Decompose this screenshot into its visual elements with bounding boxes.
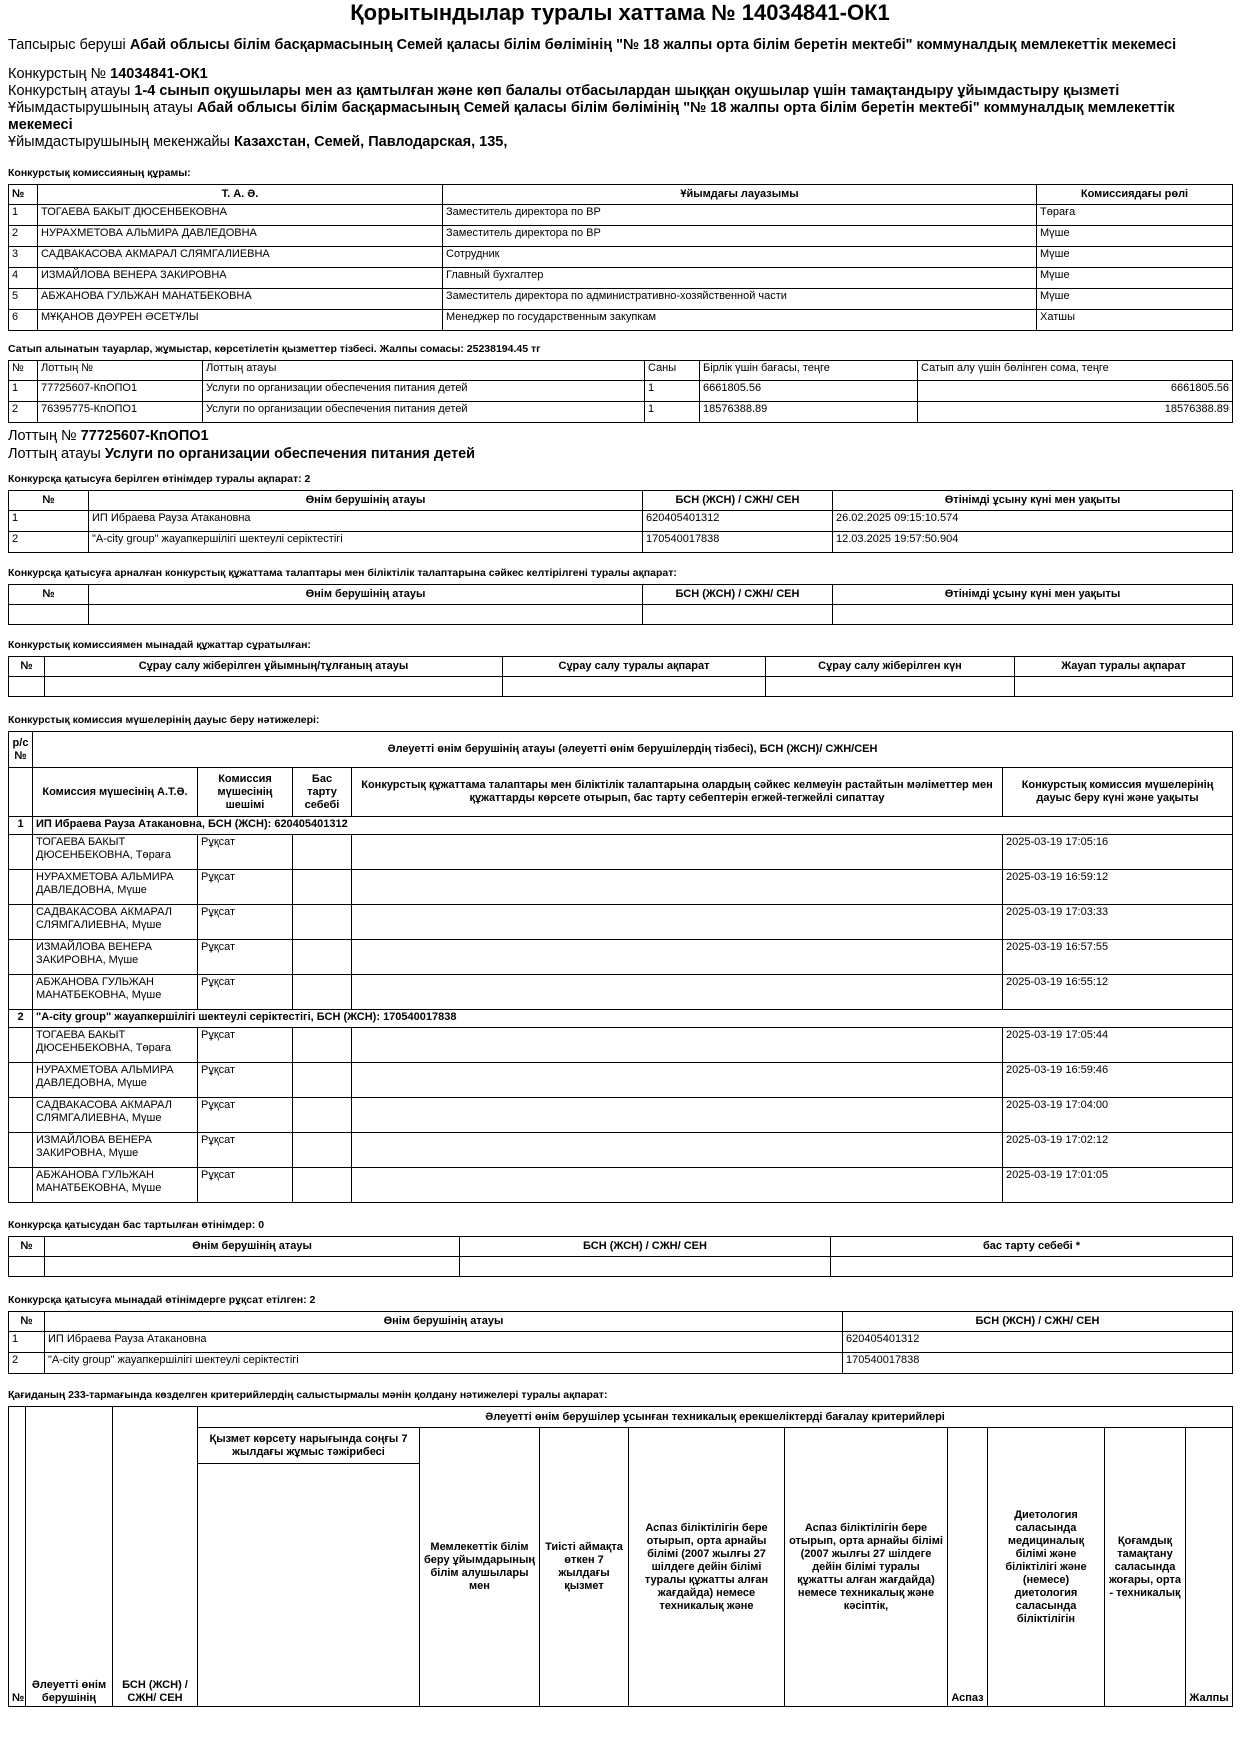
commission-heading: Конкурстық комиссияның құрамы: bbox=[8, 167, 191, 179]
group-label: ИП Ибраева Рауза Атакановна, БСН (ЖСН): 620405401312 bbox=[33, 817, 1233, 835]
table-row bbox=[9, 226, 1233, 247]
experience-header: Қызмет көрсету нарығында соңғы 7 жылдағы жұмыс тәжірибесі bbox=[198, 1428, 420, 1464]
contest-number-label: Конкурстың № bbox=[8, 66, 107, 82]
col-header: № bbox=[9, 1237, 45, 1257]
col-header: Сұрау салу жіберілген ұйымның/тұлғаның атауы bbox=[45, 657, 503, 677]
cell: 1 bbox=[9, 511, 89, 532]
applications-table bbox=[8, 490, 1233, 553]
col-header: № bbox=[9, 491, 89, 511]
total-header: Жалпы bbox=[1186, 1428, 1233, 1707]
vote-decision: Рұқсат bbox=[198, 1063, 293, 1098]
cell: ИЗМАЙЛОВА ВЕНЕРА ЗАКИРОВНА bbox=[38, 268, 443, 289]
cell: "A-city group" жауапкершілігі шектеулі серіктестігі bbox=[45, 1353, 843, 1374]
col-header: Ұйымдағы лауазымы bbox=[443, 185, 1037, 205]
admitted-table bbox=[8, 1311, 1233, 1374]
vote-member: НУРАХМЕТОВА АЛЬМИРА ДАВЛЕДОВНА, Мүше bbox=[33, 870, 198, 905]
vote-member: АБЖАНОВА ГУЛЬЖАН МАНАТБЕКОВНА, Мүше bbox=[33, 1168, 198, 1203]
col-header: Сатып алу үшін бөлінген сома, теңге bbox=[918, 361, 1233, 381]
commission-table bbox=[8, 184, 1233, 331]
cell: 3 bbox=[9, 247, 38, 268]
organizer-name: Абай облысы білім басқармасының Семей қаласы білім бөлімінің "№ 18 жалпы орта білім беретін мектебі" коммуналдық мемлекеттік мекемесі bbox=[8, 100, 1175, 133]
vote-date: 2025-03-19 17:01:05 bbox=[1003, 1168, 1233, 1203]
cell: Услуги по организации обеспечения питания детей bbox=[203, 402, 645, 423]
col-header: Өнім берушінің атауы bbox=[89, 491, 643, 511]
table-row bbox=[9, 310, 1233, 331]
vote-date: 2025-03-19 16:57:55 bbox=[1003, 940, 1233, 975]
voting-supplier-header: Әлеуетті өнім берушінің атауы (әлеуетті өнім берушілердің тізбесі), БСН (ЖСН)/ СЖН/СЕН bbox=[33, 732, 1233, 768]
cell: 2 bbox=[9, 402, 38, 423]
table-row bbox=[9, 402, 1233, 423]
cell: 4 bbox=[9, 268, 38, 289]
col-header: Өнім берушінің атауы bbox=[89, 585, 643, 605]
customer-line bbox=[8, 37, 1232, 54]
vote-decision: Рұқсат bbox=[198, 905, 293, 940]
cell: "A-city group" жауапкершілігі шектеулі серіктестігі bbox=[89, 532, 643, 553]
col-header: бас тарту себебі * bbox=[831, 1237, 1233, 1257]
cook-header: Аспаз bbox=[948, 1428, 988, 1707]
vote-row bbox=[9, 1133, 1233, 1168]
group-label: "A-city group" жауапкершілігі шектеулі серіктестігі, БСН (ЖСН): 170540017838 bbox=[33, 1010, 1233, 1028]
vote-row bbox=[9, 975, 1233, 1010]
vote-row bbox=[9, 1168, 1233, 1203]
voting-description-header: Конкурстық құжаттама талаптары мен біліктілік талаптарына олардың сәйкес келмеуін растайтын мәліметтер мен құжаттарды көрсете отырып, бас тарту себептерін егжей-тегжейлі сипаттау bbox=[352, 768, 1003, 817]
col-header: Т. А. Ә. bbox=[38, 185, 443, 205]
vote-decision: Рұқсат bbox=[198, 1168, 293, 1203]
goods-heading: Сатып алынатын тауарлар, жұмыстар, көрсетілетін қызметтер тізбесі. Жалпы сомасы: 25238194.45 тг bbox=[8, 343, 541, 355]
vote-row bbox=[9, 905, 1233, 940]
table-row bbox=[9, 381, 1233, 402]
vote-decision: Рұқсат bbox=[198, 835, 293, 870]
vote-date: 2025-03-19 17:05:44 bbox=[1003, 1028, 1233, 1063]
col-header: Өнім берушінің атауы bbox=[45, 1312, 843, 1332]
cell: 170540017838 bbox=[643, 532, 833, 553]
table-row bbox=[9, 1353, 1233, 1374]
dietology-header: Диетология саласында медициналық білімі және біліктілігі және (немесе) диетология саласында біліктілігін bbox=[988, 1428, 1105, 1707]
cell: Менеджер по государственным закупкам bbox=[443, 310, 1037, 331]
cell: Заместитель директора по ВР bbox=[443, 205, 1037, 226]
lot-number-line bbox=[8, 427, 1232, 445]
col-header: БСН (ЖСН) / СЖН/ СЕН bbox=[843, 1312, 1233, 1332]
col-header: Лоттың атауы bbox=[203, 361, 645, 381]
criteria-table bbox=[8, 1406, 1233, 1707]
vote-row bbox=[9, 1098, 1233, 1133]
lot-number-label: Лоттың № bbox=[8, 428, 77, 444]
rejected-heading: Конкурсқа қатысудан бас тартылған өтінімдер: 0 bbox=[8, 1219, 265, 1231]
cell: 620405401312 bbox=[643, 511, 833, 532]
cell: 6661805.56 bbox=[700, 381, 918, 402]
vote-row bbox=[9, 835, 1233, 870]
cell: 620405401312 bbox=[843, 1332, 1233, 1353]
cell: ТОГАЕВА БАКЫТ ДЮСЕНБЕКОВНА bbox=[38, 205, 443, 226]
voting-reason-header: Бас тарту себебі bbox=[293, 768, 352, 817]
address-line bbox=[8, 134, 1232, 151]
col-header: № bbox=[9, 585, 89, 605]
cell: Мүше bbox=[1037, 226, 1233, 247]
col-header: Комиссиядағы рөлі bbox=[1037, 185, 1233, 205]
organizer-address: Казахстан, Семей, Павлодарская, 135, bbox=[234, 134, 508, 150]
conformity-table bbox=[8, 584, 1233, 625]
col-header: Өнім берушінің атауы bbox=[45, 1237, 460, 1257]
col-header: Лоттың № bbox=[38, 361, 203, 381]
cell: 1 bbox=[9, 381, 38, 402]
cell: 1 bbox=[645, 402, 700, 423]
contest-number-line bbox=[8, 66, 1232, 83]
requests-table bbox=[8, 656, 1233, 697]
col-header: БСН (ЖСН) / СЖН/ СЕН bbox=[460, 1237, 831, 1257]
address-label: Ұйымдастырушының мекенжайы bbox=[8, 134, 230, 150]
voting-group-row bbox=[9, 1010, 1233, 1028]
vote-member: ТОГАЕВА БАКЫТ ДЮСЕНБЕКОВНА, Төраға bbox=[33, 1028, 198, 1063]
cell: 5 bbox=[9, 289, 38, 310]
cell: Мүше bbox=[1037, 268, 1233, 289]
vote-decision: Рұқсат bbox=[198, 1098, 293, 1133]
criteria-group-header: Әлеуетті өнім берушілер ұсынған техникалық ерекшеліктерді бағалау критерийлері bbox=[198, 1407, 1233, 1428]
criteria-supplier-header: Әлеуетті өнім берушінің bbox=[26, 1407, 113, 1707]
col-header: БСН (ЖСН) / СЖН/ СЕН bbox=[643, 491, 833, 511]
customer-value: Абай облысы білім басқармасының Семей қаласы білім бөлімінің "№ 18 жалпы орта білім беретін мектебі" коммуналдық мемлекеттік мекемесі bbox=[129, 37, 1177, 53]
vote-member: САДВАКАСОВА АКМАРАЛ СЛЯМГАЛИЕВНА, Мүше bbox=[33, 905, 198, 940]
voting-date-header: Конкурстық комиссия мүшелерінің дауыс беру күні және уақыты bbox=[1003, 768, 1233, 817]
vote-row bbox=[9, 940, 1233, 975]
voting-member-header: Комиссия мүшесінің А.Т.Ә. bbox=[33, 768, 198, 817]
vote-decision: Рұқсат bbox=[198, 1028, 293, 1063]
goods-table bbox=[8, 360, 1233, 423]
contest-name-line bbox=[8, 83, 1232, 100]
vote-member: НУРАХМЕТОВА АЛЬМИРА ДАВЛЕДОВНА, Мүше bbox=[33, 1063, 198, 1098]
cell: 1 bbox=[9, 1332, 45, 1353]
voting-num-header: р/с № bbox=[9, 732, 33, 768]
vote-decision: Рұқсат bbox=[198, 1133, 293, 1168]
cell: ИП Ибраева Рауза Атакановна bbox=[45, 1332, 843, 1353]
vote-date: 2025-03-19 17:03:33 bbox=[1003, 905, 1233, 940]
table-row bbox=[9, 268, 1233, 289]
vote-date: 2025-03-19 16:55:12 bbox=[1003, 975, 1233, 1010]
cell: Главный бухгалтер bbox=[443, 268, 1037, 289]
vote-date: 2025-03-19 16:59:12 bbox=[1003, 870, 1233, 905]
rejected-table bbox=[8, 1236, 1233, 1277]
cell: Услуги по организации обеспечения питания детей bbox=[203, 381, 645, 402]
vote-row bbox=[9, 1028, 1233, 1063]
cell: Мүше bbox=[1037, 247, 1233, 268]
table-row bbox=[9, 247, 1233, 268]
organizer-line bbox=[8, 100, 1232, 134]
cell: Мүше bbox=[1037, 289, 1233, 310]
criteria-heading: Қағиданың 233-тармағында көзделген критерийлердің салыстырмалы мәнін қолдану нәтижелері туралы ақпарат: bbox=[8, 1389, 608, 1401]
col-header: № bbox=[9, 185, 38, 205]
lot-number: 77725607-КпОПО1 bbox=[80, 428, 209, 444]
vote-date: 2025-03-19 16:59:46 bbox=[1003, 1063, 1233, 1098]
requests-heading: Конкурстық комиссиямен мынадай құжаттар сұратылған: bbox=[8, 639, 311, 651]
col-header: Сұрау салу туралы ақпарат bbox=[503, 657, 766, 677]
col-header: Бірлік үшін бағасы, теңге bbox=[700, 361, 918, 381]
criteria-bin-header: БСН (ЖСН) / СЖН/ СЕН bbox=[113, 1407, 198, 1707]
col-header: Саны bbox=[645, 361, 700, 381]
cell: Заместитель директора по ВР bbox=[443, 226, 1037, 247]
criteria-num-header: № bbox=[9, 1407, 26, 1707]
col-header: Өтінімді ұсыну күні мен уақыты bbox=[833, 585, 1233, 605]
cell: 12.03.2025 19:57:50.904 bbox=[833, 532, 1233, 553]
lot-name-label: Лоттың атауы bbox=[8, 446, 101, 462]
vote-row bbox=[9, 870, 1233, 905]
voting-table bbox=[8, 731, 1233, 1203]
cell: Заместитель директора по административно-хозяйственной части bbox=[443, 289, 1037, 310]
vote-date: 2025-03-19 17:04:00 bbox=[1003, 1098, 1233, 1133]
vote-member: САДВАКАСОВА АКМАРАЛ СЛЯМГАЛИЕВНА, Мүше bbox=[33, 1098, 198, 1133]
customer-label: Тапсырыс беруші bbox=[8, 37, 126, 53]
vote-member: ТОГАЕВА БАКЫТ ДЮСЕНБЕКОВНА, Төраға bbox=[33, 835, 198, 870]
cell: САДВАКАСОВА АКМАРАЛ СЛЯМГАЛИЕВНА bbox=[38, 247, 443, 268]
catering-header: Қоғамдық тамақтану саласында жоғары, орта - техникалық bbox=[1105, 1428, 1186, 1707]
cell: Төраға bbox=[1037, 205, 1233, 226]
vote-row bbox=[9, 1063, 1233, 1098]
empty-row bbox=[9, 677, 1233, 697]
lot-name: Услуги по организации обеспечения питания детей bbox=[104, 446, 476, 462]
cell: 2 bbox=[9, 1353, 45, 1374]
vote-decision: Рұқсат bbox=[198, 870, 293, 905]
col-header: Сұрау салу жіберілген күн bbox=[766, 657, 1015, 677]
cell: 18576388.89 bbox=[918, 402, 1233, 423]
voting-decision-header: Комиссия мүшесінің шешімі bbox=[198, 768, 293, 817]
cell: Хатшы bbox=[1037, 310, 1233, 331]
group-number: 1 bbox=[9, 817, 33, 835]
voting-group-row bbox=[9, 817, 1233, 835]
contest-name-label: Конкурстың атауы bbox=[8, 83, 131, 99]
cell: 26.02.2025 09:15:10.574 bbox=[833, 511, 1233, 532]
table-row bbox=[9, 289, 1233, 310]
cell: 76395775-КпОПО1 bbox=[38, 402, 203, 423]
cook-education-header: Аспаз біліктілігін бере отырып, орта арнайы білімі (2007 жылғы 27 шілдеге дейін білімі туралы құжатты алған жағдайда) немесе техникалық және bbox=[629, 1428, 785, 1707]
table-row bbox=[9, 205, 1233, 226]
vote-date: 2025-03-19 17:02:12 bbox=[1003, 1133, 1233, 1168]
admitted-heading: Конкурсқа қатысуға мынадай өтінімдерге рұқсат етілген: 2 bbox=[8, 1294, 316, 1306]
organizer-label: Ұйымдастырушының атауы bbox=[8, 100, 193, 116]
lot-name-line bbox=[8, 445, 1232, 463]
cell: 170540017838 bbox=[843, 1353, 1233, 1374]
group-number: 2 bbox=[9, 1010, 33, 1028]
cell: 6 bbox=[9, 310, 38, 331]
table-row bbox=[9, 532, 1233, 553]
empty-row bbox=[9, 605, 1233, 625]
cell: 1 bbox=[9, 205, 38, 226]
vote-date: 2025-03-19 17:05:16 bbox=[1003, 835, 1233, 870]
cell: 6661805.56 bbox=[918, 381, 1233, 402]
empty-row bbox=[9, 1257, 1233, 1277]
col-header: № bbox=[9, 361, 38, 381]
cook-vocational-header: Аспаз біліктілігін бере отырып, орта арнайы білімі (2007 жылғы 27 шілдеге дейін білімі туралы құжатты алған жағдайда) немесе техникалық және кәсіптік, bbox=[785, 1428, 948, 1707]
col-header: № bbox=[9, 657, 45, 677]
vote-member: АБЖАНОВА ГУЛЬЖАН МАНАТБЕКОВНА, Мүше bbox=[33, 975, 198, 1010]
protocol-title: Қорытындылар туралы хаттама № 14034841-ОК1 bbox=[350, 0, 890, 25]
cell: Сотрудник bbox=[443, 247, 1037, 268]
cell: 2 bbox=[9, 532, 89, 553]
col-header: Өтінімді ұсыну күні мен уақыты bbox=[833, 491, 1233, 511]
contest-number: 14034841-ОК1 bbox=[110, 66, 208, 82]
col-header: № bbox=[9, 1312, 45, 1332]
cell: 77725607-КпОПО1 bbox=[38, 381, 203, 402]
col-header: БСН (ЖСН) / СЖН/ СЕН bbox=[643, 585, 833, 605]
cell: ИП Ибраева Рауза Атакановна bbox=[89, 511, 643, 532]
col-header: Жауап туралы ақпарат bbox=[1015, 657, 1233, 677]
applications-heading: Конкурсқа қатысуға берілген өтінімдер туралы ақпарат: 2 bbox=[8, 473, 311, 485]
state-orgs-header: Мемлекеттік білім беру ұйымдарының білім алушылары мен bbox=[420, 1428, 540, 1707]
cell: 18576388.89 bbox=[700, 402, 918, 423]
vote-member: ИЗМАЙЛОВА ВЕНЕРА ЗАКИРОВНА, Мүше bbox=[33, 940, 198, 975]
contest-name: 1-4 сынып оқушылары мен аз қамтылған және көп балалы отбасылардан шыққан оқушылар үшін тамақтандыру ұйымдастыру қызметі bbox=[134, 83, 1120, 99]
cell: МҰҚАНОВ ДӘУРЕН ӘСЕТҰЛЫ bbox=[38, 310, 443, 331]
conformity-heading: Конкурсқа қатысуға арналған конкурстық құжаттама талаптары мен біліктілік талаптарына сәйкес келтірілгені туралы ақпарат: bbox=[8, 567, 677, 579]
region-header: Тиісті аймақта өткен 7 жылдағы қызмет bbox=[540, 1428, 629, 1707]
table-row bbox=[9, 511, 1233, 532]
cell: 2 bbox=[9, 226, 38, 247]
voting-heading: Конкурстық комиссия мүшелерінің дауыс беру нәтижелері: bbox=[8, 714, 320, 726]
table-row bbox=[9, 1332, 1233, 1353]
cell: 1 bbox=[645, 381, 700, 402]
vote-decision: Рұқсат bbox=[198, 975, 293, 1010]
cell: НУРАХМЕТОВА АЛЬМИРА ДАВЛЕДОВНА bbox=[38, 226, 443, 247]
cell: АБЖАНОВА ГУЛЬЖАН МАНАТБЕКОВНА bbox=[38, 289, 443, 310]
experience-subheader bbox=[198, 1464, 420, 1707]
vote-decision: Рұқсат bbox=[198, 940, 293, 975]
vote-member: ИЗМАЙЛОВА ВЕНЕРА ЗАКИРОВНА, Мүше bbox=[33, 1133, 198, 1168]
